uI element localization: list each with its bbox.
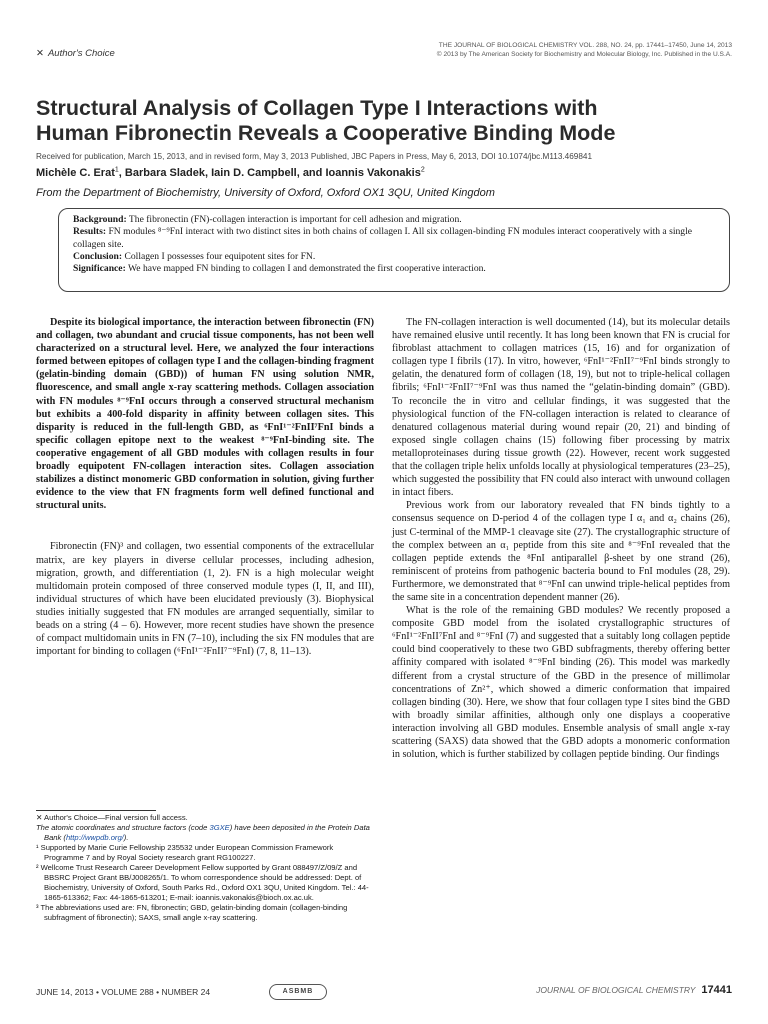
abstract: Despite its biological importance, the interaction between fibronectin (FN) and collagen, two abundant and crucial tissue components, has not been well characterized on a structural level. Here, we analyzed the four interactions formed between epitopes of collagen type I and the collagen-binding fragment (gelatin-binding domain (GBD)) of human FN using solution NMR, fluorescence, and small angle x-ray scattering methods. Collagen association with FN modules ⁸⁻⁹FnI occurs through a conserved structural mechanism but exhibits a 400-fold disparity in affinity between collagen sites. This disparity is reduced in the full-length GBD, as ⁶FnI¹⁻²FnII⁷FnI binds a specific collagen epitope next to the weakest ⁸⁻⁹FnI-binding site. The cooperative engagement of all GBD modules with collagen results in four broadly equipotent FN-collagen interaction sites. Collagen association stabilizes a distinct monomeric GBD conformation in solution, giving further evidence to the view that FN fragments form well defined functional and structural units. <box>36 317 374 512</box>
body-paragraph: The FN-collagen interaction is well documented (14), but its molecular details have remained elusive until recently. It has long been known that FN is crucial for fibroblast attachment to collagen matrices (15, 16) and for organization of collagen type I fibrils (17). In vitro, however, ⁶FnI¹⁻²FnII⁷⁻⁹FnI binds strongly to gelatin, the denatured form of collagen (18, 19), but not to triple-helical collagen fibrils; ⁶FnI¹⁻²FnII⁷⁻⁹FnI was thus named the “gelatin-binding domain” (GBD). To reconcile the in vitro and cellular findings, it was suggested that the physiological function of the FN-collagen interaction is related to clearance of denatured collagenous material during wound repair (20, 21) and binding of exposed single collagen chains (15) following fiber processing by matrix metalloproteinases during tissue growth (22). However, recent work suggested that the collagen triple helix unfolds locally at physiological temperatures (23–25), which suggested the possibility that FN could also interact with unwound collagen in intact fibers. <box>392 317 730 499</box>
footnote-coordinates: The atomic coordinates and structure factors (code 3GXE) have been deposited in the Protein Data Bank (http://wwpdb.org/). <box>36 823 370 842</box>
footnote-1: ¹ Supported by Marie Curie Fellowship 235532 under European Commission Framework Programme 7 and by Royal Society research grant RG100227. <box>36 843 334 862</box>
issue-info: JUNE 14, 2013 • VOLUME 288 • NUMBER 24 <box>36 987 211 997</box>
footnote-authors-choice: ✕ Author's Choice—Final version full access. <box>36 813 188 822</box>
body-paragraph: Previous work from our laboratory revealed that FN binds tightly to a consensus sequence on D-period 4 of the collagen type I α₁ and α₂ chains (26), just C-terminal of the MMP-1 cleavage site (27). The crystallographic structure of the complex between an α₁ peptide from this site and ⁸⁻⁹FnI revealed that the collagen peptide extends the ⁸FnI antiparallel β-sheet by one strand (26), reminiscent of proteins from pathogenic bacteria bound to FnI modules (28, 29). Furthermore, we demonstrated that ⁸⁻⁹FnI can unwind triple-helical peptides from the same site in a concentration dependent manner (26). <box>392 500 730 603</box>
author-name: Ioannis Vakonakis <box>325 167 421 179</box>
summary-background: Background: The fibronectin (FN)-collagen interaction is important for cell adhesion and migration. <box>73 214 462 225</box>
author-name: Michèle C. Erat <box>36 167 115 179</box>
footnote-3: ³ The abbreviations used are: FN, fibronectin; GBD, gelatin-binding domain (collagen-binding subfragment of fibronectin); SAXS, small angle x-ray scattering. <box>36 903 348 922</box>
footnote-2: ² Wellcome Trust Research Career Development Fellow supported by Grant 088497/Z/09/Z and BBSRC Project Grant BB/J008265/1. To whom correspondence should be addressed: Dept. of Biochemistry, University of Oxford, South Parks Rd., Oxford OX1 3QU, United Kingdom. Tel.: 44-1865-613362; Fax: 44-1865-613201; E-mail: ioannis.vakonakis@bioch.ox.ac.uk. <box>36 863 369 902</box>
summary-conclusion: Conclusion: Collagen I possesses four equipotent sites for FN. <box>73 250 316 262</box>
footnote-rule <box>36 810 156 811</box>
journal-citation: THE JOURNAL OF BIOLOGICAL CHEMISTRY VOL. 288, NO. 24, pp. 17441–17450, June 14, 2013 <box>438 42 732 49</box>
journal-header <box>437 41 732 59</box>
article-title: Structural Analysis of Collagen Type I Interactions with Human Fibronectin Reveals a Cooperative Binding Mode <box>36 96 616 145</box>
received-dates: Received for publication, March 15, 2013, and in revised form, May 3, 2013 Published, JBC Papers in Press, May 6, 2013, DOI 10.1074/jbc.M113.469841 <box>36 152 592 161</box>
copyright-line: © 2013 by The American Society for Biochemistry and Molecular Biology, Inc. Published in the U.S.A. <box>436 51 732 58</box>
footnotes <box>36 810 374 923</box>
summary-significance: Significance: We have mapped FN binding to collagen I and demonstrated the first cooperative interaction. <box>73 263 486 275</box>
footer-journal: JOURNAL OF BIOLOGICAL CHEMISTRY 17441 <box>536 984 732 996</box>
affiliation: From the Department of Biochemistry, University of Oxford, Oxford OX1 3QU, United Kingdom <box>36 187 495 199</box>
close-x-icon: ✕ <box>36 48 44 59</box>
author-name: Barbara Sladek <box>124 167 205 179</box>
summary-results: Results: FN modules ⁸⁻⁹FnI interact with two distinct sites in both chains of collagen I. All six collagen-binding FN modules interact cooperatively with a single collagen site. <box>73 226 692 250</box>
right-column <box>392 316 730 761</box>
page-footer <box>36 984 732 1000</box>
author-name: Iain D. Campbell <box>211 167 297 179</box>
capsule-summary-box <box>58 208 730 292</box>
body-paragraph: What is the role of the remaining GBD modules? We recently proposed a composite GBD model from the isolated crystallographic structures of ⁶FnI¹⁻²FnII⁷FnI and ⁸⁻⁹FnI (7) and suggested that a suitably long collagen peptide could bind cooperatively to these two GBD subfragments, thereby offering better affinity compared with isolated ⁸⁻⁹FnI binding (26). This model was markedly different from a crystal structure of the GBD in the presence of millimolar concentrations of Zn²⁺, which showed a dimeric conformation that impaired collagen binding (30). Here, we show that four collagen type I sites bind the GBD with broadly similar affinities, although only one displays a cooperative interaction involving all GBD modules. Ensemble analysis of small angle x-ray scattering (SAXS) data showed that the GBD adopts a monomeric conformation in solution, which is further stabilized by collagen peptide binding. Our findings <box>392 605 730 761</box>
author-list: Michèle C. Erat$^1$, Barbara Sladek, Iain D. Campbell, and Ioannis Vakonakis$^2$ <box>36 166 425 179</box>
asbmb-logo: ASBMB <box>269 984 327 1000</box>
pdb-code-link[interactable]: 3GXE <box>209 823 230 832</box>
left-column <box>36 316 374 658</box>
pdb-url-link[interactable]: http://wwpdb.org/ <box>65 833 124 842</box>
authors-choice-label: ✕ Author's Choice <box>36 48 115 59</box>
intro-paragraph: Fibronectin (FN)³ and collagen, two essential components of the extracellular matrix, are key players in diverse cellular processes, including adhesion, migration, growth, and differentiation (1, 2). FN is a high molecular weight multidomain protein composed of three conserved module types (I, II, and III), individual structures of which have been elucidated previously (3). Biophysical studies initially suggested that FN modules are arranged sequentially, similar to beads on a string (4 – 6). However, more recent studies have shown the presence of compact multidomain units in FN (7–10), including the six FN modules that are important for binding to collagen (⁶FnI¹⁻²FnII⁷⁻⁹FnI) (7, 8, 11–13). <box>36 541 374 658</box>
page-number: 17441 <box>701 984 732 996</box>
